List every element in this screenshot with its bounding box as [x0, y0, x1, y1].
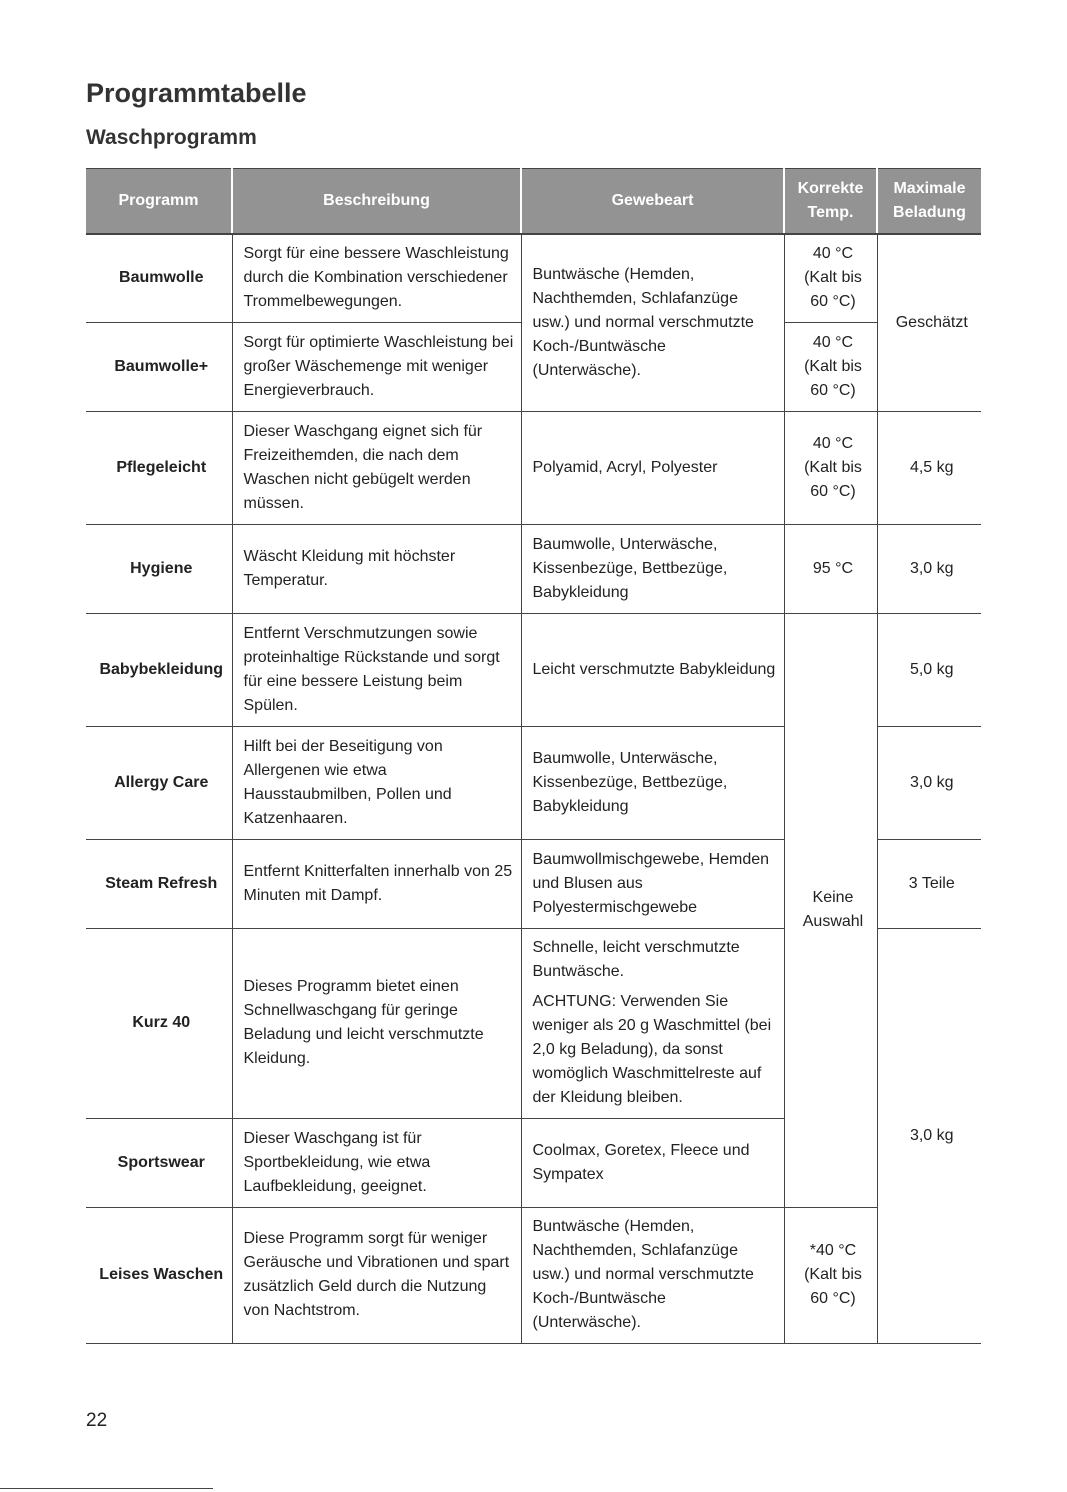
max-load: Geschätzt — [877, 234, 981, 411]
fabric-text: Schnelle, leicht verschmutzte Buntwäsche. — [532, 939, 740, 980]
page-title: Programmtabelle — [86, 78, 307, 108]
fabric-type — [521, 928, 784, 1118]
section-title: Waschprogramm — [86, 126, 257, 149]
table-row — [86, 234, 981, 322]
fabric-type: Leicht verschmutzte Babykleidung — [521, 613, 784, 726]
fabric-type: Buntwäsche (Hemden, Nachthemden, Schlafanzüge usw.) und normal verschmutzte Koch-/Buntwäsche (Unterwäsche). — [521, 234, 784, 411]
temperature: 40 °C (Kalt bis 60 °C) — [784, 411, 877, 524]
temperature: *40 °C (Kalt bis 60 °C) — [784, 1207, 877, 1343]
fabric-type: Baumwolle, Unterwäsche, Kissenbezüge, Bettbezüge, Babykleidung — [521, 726, 784, 839]
program-name: Babybekleidung — [86, 613, 232, 726]
header-load-line1: Maximale — [893, 180, 966, 197]
header-temp-line2: Temp. — [807, 204, 854, 221]
temperature: Keine Auswahl — [784, 613, 877, 1207]
program-description: Entfernt Verschmutzungen sowie proteinhaltige Rückstande und sorgt für eine bessere Leistung beim Spülen. — [232, 613, 521, 726]
table-row — [86, 411, 981, 524]
max-load: 4,5 kg — [877, 411, 981, 524]
program-description: Wäscht Kleidung mit höchster Temperatur. — [232, 524, 521, 613]
fabric-type: Polyamid, Acryl, Polyester — [521, 411, 784, 524]
temperature: 40 °C (Kalt bis 60 °C) — [784, 322, 877, 411]
fabric-warning-note: ACHTUNG: Verwenden Sie weniger als 20 g Waschmittel (bei 2,0 kg Beladung), da sonst womöglich Waschmittelreste auf der Kleidung bleiben. — [532, 993, 772, 1106]
program-description: Dieser Waschgang eignet sich für Freizeithemden, die nach dem Waschen nicht gebügelt werden müssen. — [232, 411, 521, 524]
header-temp — [784, 169, 877, 235]
fabric-type: Buntwäsche (Hemden, Nachthemden, Schlafanzüge usw.) und normal verschmutzte Koch-/Buntwäsche (Unterwäsche). — [521, 1207, 784, 1343]
program-name: Leises Waschen — [86, 1207, 232, 1343]
program-description: Diese Programm sorgt für weniger Geräusche und Vibrationen und spart zusätzlich Geld durch die Nutzung von Nachtstrom. — [232, 1207, 521, 1343]
header-row — [86, 169, 981, 235]
header-programm: Programm — [86, 169, 232, 235]
header-temp-line1: Korrekte — [797, 180, 864, 197]
program-name: Steam Refresh — [86, 839, 232, 928]
program-description: Hilft bei der Beseitigung von Allergenen wie etwa Hausstaubmilben, Pollen und Katzenhaaren. — [232, 726, 521, 839]
program-description: Sorgt für eine bessere Waschleistung durch die Kombination verschiedener Trommelbewegungen. — [232, 234, 521, 322]
program-name: Sportswear — [86, 1118, 232, 1207]
temperature: 40 °C (Kalt bis 60 °C) — [784, 234, 877, 322]
program-description: Dieser Waschgang ist für Sportbekleidung, wie etwa Laufbekleidung, geeignet. — [232, 1118, 521, 1207]
table-row — [86, 1207, 981, 1343]
program-table — [86, 168, 981, 1344]
header-load-line2: Beladung — [893, 204, 966, 221]
program-name: Baumwolle — [86, 234, 232, 322]
max-load: 3,0 kg — [877, 726, 981, 839]
table-row — [86, 613, 981, 726]
max-load: 3,0 kg — [877, 524, 981, 613]
max-load: 3 Teile — [877, 839, 981, 928]
header-beschreibung: Beschreibung — [232, 169, 521, 235]
program-name: Baumwolle+ — [86, 322, 232, 411]
program-description: Dieses Programm bietet einen Schnellwaschgang für geringe Beladung und leicht verschmutzte Kleidung. — [232, 928, 521, 1118]
program-name: Allergy Care — [86, 726, 232, 839]
header-load — [877, 169, 981, 235]
program-description: Sorgt für optimierte Waschleistung bei großer Wäschemenge mit weniger Energieverbrauch. — [232, 322, 521, 411]
page-number: 22 — [86, 1410, 108, 1431]
fabric-type: Coolmax, Goretex, Fleece und Sympatex — [521, 1118, 784, 1207]
fabric-type: Baumwollmischgewebe, Hemden und Blusen aus Polyestermischgewebe — [521, 839, 784, 928]
max-load: 5,0 kg — [877, 613, 981, 726]
footer-divider — [0, 1488, 213, 1489]
program-name: Pflegeleicht — [86, 411, 232, 524]
max-load: 3,0 kg — [877, 928, 981, 1343]
temperature: 95 °C — [784, 524, 877, 613]
fabric-type: Baumwolle, Unterwäsche, Kissenbezüge, Bettbezüge, Babykleidung — [521, 524, 784, 613]
program-description: Entfernt Knitterfalten innerhalb von 25 Minuten mit Dampf. — [232, 839, 521, 928]
table-row — [86, 524, 981, 613]
program-name: Hygiene — [86, 524, 232, 613]
header-gewebeart: Gewebeart — [521, 169, 784, 235]
program-name: Kurz 40 — [86, 928, 232, 1118]
